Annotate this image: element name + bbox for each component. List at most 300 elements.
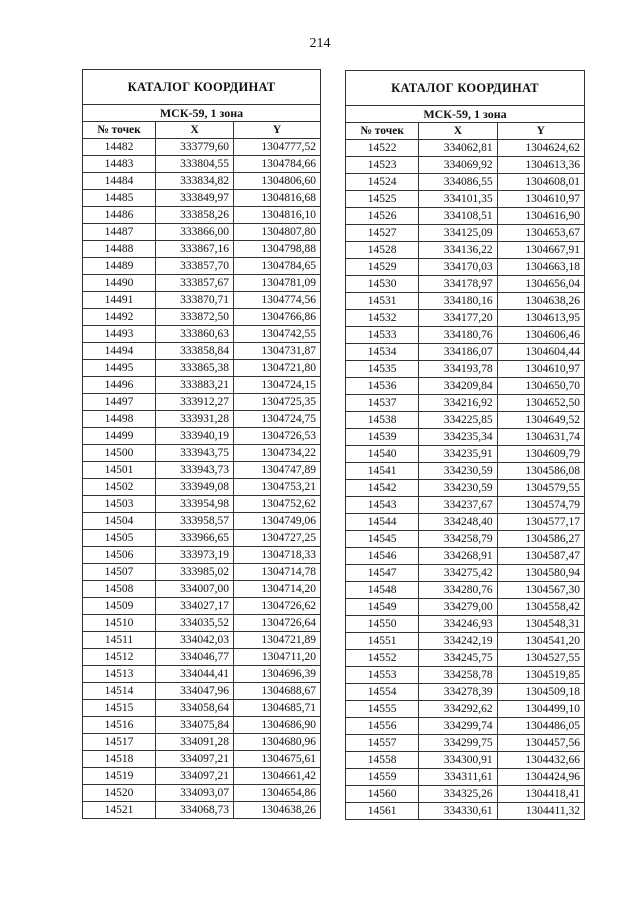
point-number-cell: 14539 — [346, 429, 419, 446]
x-coordinate-cell: 334136,22 — [419, 242, 497, 259]
table-row — [83, 156, 321, 173]
y-coordinate-cell: 1304411,32 — [497, 803, 584, 820]
table-row — [83, 581, 321, 598]
point-number-cell: 14514 — [83, 683, 156, 700]
table-row — [83, 343, 321, 360]
y-coordinate-cell: 1304781,09 — [234, 275, 321, 292]
x-coordinate-cell: 334245,75 — [419, 650, 497, 667]
y-coordinate-cell: 1304784,65 — [234, 258, 321, 275]
y-coordinate-cell: 1304653,67 — [497, 225, 584, 242]
y-coordinate-cell: 1304624,62 — [497, 140, 584, 157]
x-coordinate-cell: 334035,52 — [156, 615, 234, 632]
point-number-cell: 14552 — [346, 650, 419, 667]
x-coordinate-cell: 334186,07 — [419, 344, 497, 361]
coordinate-catalog-right — [345, 70, 585, 820]
x-coordinate-cell: 334216,92 — [419, 395, 497, 412]
point-number-cell: 14547 — [346, 565, 419, 582]
x-coordinate-cell: 334193,78 — [419, 361, 497, 378]
y-coordinate-cell: 1304638,26 — [234, 802, 321, 819]
x-coordinate-cell: 334248,40 — [419, 514, 497, 531]
point-number-cell: 14504 — [83, 513, 156, 530]
y-coordinate-cell: 1304418,41 — [497, 786, 584, 803]
y-coordinate-cell: 1304766,86 — [234, 309, 321, 326]
y-coordinate-cell: 1304652,50 — [497, 395, 584, 412]
x-coordinate-cell: 334246,93 — [419, 616, 497, 633]
x-coordinate-cell: 333966,65 — [156, 530, 234, 547]
table-row — [346, 565, 585, 582]
y-coordinate-cell: 1304807,80 — [234, 224, 321, 241]
point-number-cell: 14510 — [83, 615, 156, 632]
x-coordinate-cell: 334075,84 — [156, 717, 234, 734]
x-coordinate-cell: 334268,91 — [419, 548, 497, 565]
table-row — [83, 615, 321, 632]
point-number-cell: 14503 — [83, 496, 156, 513]
table-row — [83, 309, 321, 326]
y-coordinate-cell: 1304499,10 — [497, 701, 584, 718]
table-row — [83, 530, 321, 547]
x-coordinate-cell: 334209,84 — [419, 378, 497, 395]
y-coordinate-cell: 1304610,97 — [497, 191, 584, 208]
point-number-cell: 14495 — [83, 360, 156, 377]
table-row — [83, 360, 321, 377]
x-coordinate-cell: 334069,92 — [419, 157, 497, 174]
y-coordinate-cell: 1304432,66 — [497, 752, 584, 769]
y-coordinate-cell: 1304663,18 — [497, 259, 584, 276]
x-coordinate-cell: 333943,73 — [156, 462, 234, 479]
y-coordinate-cell: 1304724,75 — [234, 411, 321, 428]
table-row — [346, 684, 585, 701]
point-number-cell: 14498 — [83, 411, 156, 428]
table-row — [83, 751, 321, 768]
point-number-cell: 14515 — [83, 700, 156, 717]
x-coordinate-cell: 333857,67 — [156, 275, 234, 292]
x-coordinate-cell: 334237,67 — [419, 497, 497, 514]
point-number-cell: 14561 — [346, 803, 419, 820]
x-coordinate-cell: 333973,19 — [156, 547, 234, 564]
y-coordinate-cell: 1304688,67 — [234, 683, 321, 700]
x-coordinate-cell: 333804,55 — [156, 156, 234, 173]
x-coordinate-cell: 334225,85 — [419, 412, 497, 429]
y-coordinate-cell: 1304753,21 — [234, 479, 321, 496]
table-row — [346, 344, 585, 361]
point-number-cell: 14544 — [346, 514, 419, 531]
point-number-cell: 14523 — [346, 157, 419, 174]
table-row — [83, 173, 321, 190]
coordinate-system-label: МСК-59, 1 зона — [346, 106, 585, 123]
y-coordinate-cell: 1304685,71 — [234, 700, 321, 717]
point-number-cell: 14545 — [346, 531, 419, 548]
point-number-cell: 14489 — [83, 258, 156, 275]
point-number-cell: 14496 — [83, 377, 156, 394]
x-coordinate-cell: 334027,17 — [156, 598, 234, 615]
y-coordinate-cell: 1304519,85 — [497, 667, 584, 684]
y-coordinate-cell: 1304574,79 — [497, 497, 584, 514]
point-number-cell: 14509 — [83, 598, 156, 615]
point-number-cell: 14541 — [346, 463, 419, 480]
point-number-cell: 14506 — [83, 547, 156, 564]
point-number-cell: 14559 — [346, 769, 419, 786]
table-row — [83, 190, 321, 207]
point-number-cell: 14560 — [346, 786, 419, 803]
point-number-cell: 14530 — [346, 276, 419, 293]
point-number-cell: 14554 — [346, 684, 419, 701]
point-number-cell: 14558 — [346, 752, 419, 769]
y-coordinate-cell: 1304806,60 — [234, 173, 321, 190]
y-coordinate-cell: 1304580,94 — [497, 565, 584, 582]
coordinate-catalog-left — [82, 69, 321, 819]
y-coordinate-cell: 1304527,55 — [497, 650, 584, 667]
point-number-cell: 14516 — [83, 717, 156, 734]
table-row — [346, 650, 585, 667]
table-row — [346, 242, 585, 259]
y-coordinate-cell: 1304608,01 — [497, 174, 584, 191]
y-coordinate-cell: 1304650,70 — [497, 378, 584, 395]
y-coordinate-cell: 1304558,42 — [497, 599, 584, 616]
point-number-cell: 14499 — [83, 428, 156, 445]
y-coordinate-cell: 1304587,47 — [497, 548, 584, 565]
y-coordinate-cell: 1304711,20 — [234, 649, 321, 666]
point-number-cell: 14528 — [346, 242, 419, 259]
x-coordinate-cell: 334180,76 — [419, 327, 497, 344]
point-number-cell: 14542 — [346, 480, 419, 497]
table-row — [346, 667, 585, 684]
table-row — [346, 701, 585, 718]
x-coordinate-cell: 333866,00 — [156, 224, 234, 241]
table-row — [83, 666, 321, 683]
table-row — [83, 428, 321, 445]
y-coordinate-cell: 1304731,87 — [234, 343, 321, 360]
table-row — [83, 224, 321, 241]
x-coordinate-cell: 334300,91 — [419, 752, 497, 769]
table-row — [346, 769, 585, 786]
table-row — [83, 496, 321, 513]
table-row — [346, 259, 585, 276]
table-row — [83, 411, 321, 428]
y-coordinate-cell: 1304579,55 — [497, 480, 584, 497]
x-coordinate-cell: 333958,57 — [156, 513, 234, 530]
column-header-y: Y — [234, 122, 321, 139]
table-row — [346, 446, 585, 463]
table-row — [346, 157, 585, 174]
table-row — [83, 632, 321, 649]
x-coordinate-cell: 334047,96 — [156, 683, 234, 700]
point-number-cell: 14527 — [346, 225, 419, 242]
x-coordinate-cell: 334330,61 — [419, 803, 497, 820]
table-row — [83, 785, 321, 802]
y-coordinate-cell: 1304586,27 — [497, 531, 584, 548]
y-coordinate-cell: 1304777,52 — [234, 139, 321, 156]
table-row — [83, 768, 321, 785]
x-coordinate-cell: 334230,59 — [419, 480, 497, 497]
table-row — [83, 598, 321, 615]
point-number-cell: 14512 — [83, 649, 156, 666]
column-header-x: X — [419, 123, 497, 140]
point-number-cell: 14557 — [346, 735, 419, 752]
table-row — [346, 208, 585, 225]
point-number-cell: 14543 — [346, 497, 419, 514]
point-number-cell: 14513 — [83, 666, 156, 683]
table-row — [346, 786, 585, 803]
point-number-cell: 14502 — [83, 479, 156, 496]
point-number-cell: 14505 — [83, 530, 156, 547]
x-coordinate-cell: 334230,59 — [419, 463, 497, 480]
x-coordinate-cell: 333872,50 — [156, 309, 234, 326]
point-number-cell: 14538 — [346, 412, 419, 429]
catalog-title: КАТАЛОГ КООРДИНАТ — [83, 70, 321, 105]
point-number-cell: 14487 — [83, 224, 156, 241]
point-number-cell: 14500 — [83, 445, 156, 462]
table-row — [346, 633, 585, 650]
point-number-cell: 14485 — [83, 190, 156, 207]
table-row — [346, 599, 585, 616]
point-number-cell: 14529 — [346, 259, 419, 276]
point-number-cell: 14535 — [346, 361, 419, 378]
x-coordinate-cell: 334068,73 — [156, 802, 234, 819]
point-number-cell: 14522 — [346, 140, 419, 157]
y-coordinate-cell: 1304638,26 — [497, 293, 584, 310]
table-row — [83, 258, 321, 275]
x-coordinate-cell: 334086,55 — [419, 174, 497, 191]
x-coordinate-cell: 334058,64 — [156, 700, 234, 717]
point-number-cell: 14532 — [346, 310, 419, 327]
table-row — [83, 377, 321, 394]
x-coordinate-cell: 333883,21 — [156, 377, 234, 394]
x-coordinate-cell: 333870,71 — [156, 292, 234, 309]
point-number-cell: 14553 — [346, 667, 419, 684]
point-number-cell: 14486 — [83, 207, 156, 224]
table-row — [83, 275, 321, 292]
table-row — [83, 241, 321, 258]
y-coordinate-cell: 1304686,90 — [234, 717, 321, 734]
x-coordinate-cell: 334101,35 — [419, 191, 497, 208]
x-coordinate-cell: 333949,08 — [156, 479, 234, 496]
y-coordinate-cell: 1304661,42 — [234, 768, 321, 785]
y-coordinate-cell: 1304784,66 — [234, 156, 321, 173]
table-row — [83, 394, 321, 411]
x-coordinate-cell: 334044,41 — [156, 666, 234, 683]
point-number-cell: 14490 — [83, 275, 156, 292]
table-row — [346, 378, 585, 395]
point-number-cell: 14484 — [83, 173, 156, 190]
point-number-cell: 14511 — [83, 632, 156, 649]
y-coordinate-cell: 1304749,06 — [234, 513, 321, 530]
table-row — [83, 479, 321, 496]
x-coordinate-cell: 334258,79 — [419, 531, 497, 548]
table-row — [346, 293, 585, 310]
y-coordinate-cell: 1304747,89 — [234, 462, 321, 479]
x-coordinate-cell: 333867,16 — [156, 241, 234, 258]
point-number-cell: 14482 — [83, 139, 156, 156]
x-coordinate-cell: 334258,78 — [419, 667, 497, 684]
table-row — [346, 429, 585, 446]
x-coordinate-cell: 334299,74 — [419, 718, 497, 735]
table-row — [346, 548, 585, 565]
y-coordinate-cell: 1304721,80 — [234, 360, 321, 377]
x-coordinate-cell: 334091,28 — [156, 734, 234, 751]
table-row — [83, 462, 321, 479]
table-row — [83, 802, 321, 819]
y-coordinate-cell: 1304486,05 — [497, 718, 584, 735]
x-coordinate-cell: 333954,98 — [156, 496, 234, 513]
point-number-cell: 14521 — [83, 802, 156, 819]
x-coordinate-cell: 334325,26 — [419, 786, 497, 803]
x-coordinate-cell: 334235,91 — [419, 446, 497, 463]
x-coordinate-cell: 334235,34 — [419, 429, 497, 446]
x-coordinate-cell: 334278,39 — [419, 684, 497, 701]
x-coordinate-cell: 334177,20 — [419, 310, 497, 327]
y-coordinate-cell: 1304616,90 — [497, 208, 584, 225]
point-number-cell: 14488 — [83, 241, 156, 258]
table-row — [346, 191, 585, 208]
y-coordinate-cell: 1304567,30 — [497, 582, 584, 599]
table-row — [83, 649, 321, 666]
x-coordinate-cell: 334097,21 — [156, 768, 234, 785]
point-number-cell: 14555 — [346, 701, 419, 718]
y-coordinate-cell: 1304649,52 — [497, 412, 584, 429]
y-coordinate-cell: 1304714,78 — [234, 564, 321, 581]
point-number-cell: 14517 — [83, 734, 156, 751]
y-coordinate-cell: 1304577,17 — [497, 514, 584, 531]
y-coordinate-cell: 1304654,86 — [234, 785, 321, 802]
x-coordinate-cell: 334093,07 — [156, 785, 234, 802]
y-coordinate-cell: 1304610,97 — [497, 361, 584, 378]
point-number-cell: 14491 — [83, 292, 156, 309]
x-coordinate-cell: 333865,38 — [156, 360, 234, 377]
x-coordinate-cell: 334046,77 — [156, 649, 234, 666]
x-coordinate-cell: 334125,09 — [419, 225, 497, 242]
point-number-cell: 14550 — [346, 616, 419, 633]
y-coordinate-cell: 1304724,15 — [234, 377, 321, 394]
table-row — [346, 582, 585, 599]
y-coordinate-cell: 1304606,46 — [497, 327, 584, 344]
table-row — [346, 735, 585, 752]
point-number-cell: 14540 — [346, 446, 419, 463]
table-row — [346, 616, 585, 633]
point-number-cell: 14493 — [83, 326, 156, 343]
y-coordinate-cell: 1304509,18 — [497, 684, 584, 701]
table-row — [346, 531, 585, 548]
x-coordinate-cell: 333860,63 — [156, 326, 234, 343]
x-coordinate-cell: 334042,03 — [156, 632, 234, 649]
column-header-point-number: № точек — [83, 122, 156, 139]
y-coordinate-cell: 1304424,96 — [497, 769, 584, 786]
table-row — [346, 225, 585, 242]
table-row — [346, 140, 585, 157]
table-row — [83, 292, 321, 309]
y-coordinate-cell: 1304798,88 — [234, 241, 321, 258]
table-row — [83, 700, 321, 717]
point-number-cell: 14525 — [346, 191, 419, 208]
y-coordinate-cell: 1304734,22 — [234, 445, 321, 462]
point-number-cell: 14551 — [346, 633, 419, 650]
point-number-cell: 14546 — [346, 548, 419, 565]
y-coordinate-cell: 1304725,35 — [234, 394, 321, 411]
y-coordinate-cell: 1304609,79 — [497, 446, 584, 463]
x-coordinate-cell: 334280,76 — [419, 582, 497, 599]
table-row — [83, 734, 321, 751]
table-row — [346, 803, 585, 820]
y-coordinate-cell: 1304548,31 — [497, 616, 584, 633]
point-number-cell: 14533 — [346, 327, 419, 344]
point-number-cell: 14534 — [346, 344, 419, 361]
point-number-cell: 14520 — [83, 785, 156, 802]
y-coordinate-cell: 1304714,20 — [234, 581, 321, 598]
point-number-cell: 14501 — [83, 462, 156, 479]
x-coordinate-cell: 333912,27 — [156, 394, 234, 411]
point-number-cell: 14548 — [346, 582, 419, 599]
x-coordinate-cell: 334311,61 — [419, 769, 497, 786]
point-number-cell: 14518 — [83, 751, 156, 768]
x-coordinate-cell: 334007,00 — [156, 581, 234, 598]
y-coordinate-cell: 1304816,10 — [234, 207, 321, 224]
x-coordinate-cell: 333779,60 — [156, 139, 234, 156]
table-row — [83, 326, 321, 343]
point-number-cell: 14531 — [346, 293, 419, 310]
x-coordinate-cell: 334108,51 — [419, 208, 497, 225]
table-row — [83, 717, 321, 734]
y-coordinate-cell: 1304675,61 — [234, 751, 321, 768]
x-coordinate-cell: 333931,28 — [156, 411, 234, 428]
y-coordinate-cell: 1304696,39 — [234, 666, 321, 683]
point-number-cell: 14537 — [346, 395, 419, 412]
x-coordinate-cell: 334097,21 — [156, 751, 234, 768]
y-coordinate-cell: 1304742,55 — [234, 326, 321, 343]
x-coordinate-cell: 333940,19 — [156, 428, 234, 445]
y-coordinate-cell: 1304774,56 — [234, 292, 321, 309]
y-coordinate-cell: 1304726,53 — [234, 428, 321, 445]
table-row — [83, 547, 321, 564]
point-number-cell: 14483 — [83, 156, 156, 173]
x-coordinate-cell: 333857,70 — [156, 258, 234, 275]
page-number: 214 — [309, 36, 331, 51]
y-coordinate-cell: 1304604,44 — [497, 344, 584, 361]
y-coordinate-cell: 1304613,36 — [497, 157, 584, 174]
point-number-cell: 14536 — [346, 378, 419, 395]
table-row — [83, 513, 321, 530]
point-number-cell: 14519 — [83, 768, 156, 785]
y-coordinate-cell: 1304726,64 — [234, 615, 321, 632]
catalog-title: КАТАЛОГ КООРДИНАТ — [346, 71, 585, 106]
x-coordinate-cell: 334062,81 — [419, 140, 497, 157]
x-coordinate-cell: 334299,75 — [419, 735, 497, 752]
table-row — [346, 361, 585, 378]
table-row — [83, 564, 321, 581]
x-coordinate-cell: 333849,97 — [156, 190, 234, 207]
x-coordinate-cell: 334292,62 — [419, 701, 497, 718]
y-coordinate-cell: 1304680,96 — [234, 734, 321, 751]
table-row — [346, 463, 585, 480]
point-number-cell: 14524 — [346, 174, 419, 191]
y-coordinate-cell: 1304667,91 — [497, 242, 584, 259]
point-number-cell: 14508 — [83, 581, 156, 598]
y-coordinate-cell: 1304721,89 — [234, 632, 321, 649]
table-row — [83, 445, 321, 462]
y-coordinate-cell: 1304541,20 — [497, 633, 584, 650]
point-number-cell: 14507 — [83, 564, 156, 581]
table-row — [346, 514, 585, 531]
column-header-x: X — [156, 122, 234, 139]
x-coordinate-cell: 333985,02 — [156, 564, 234, 581]
y-coordinate-cell: 1304613,95 — [497, 310, 584, 327]
table-row — [83, 683, 321, 700]
x-coordinate-cell: 334178,97 — [419, 276, 497, 293]
x-coordinate-cell: 333858,26 — [156, 207, 234, 224]
x-coordinate-cell: 334275,42 — [419, 565, 497, 582]
table-row — [346, 497, 585, 514]
y-coordinate-cell: 1304656,04 — [497, 276, 584, 293]
y-coordinate-cell: 1304718,33 — [234, 547, 321, 564]
y-coordinate-cell: 1304727,25 — [234, 530, 321, 547]
